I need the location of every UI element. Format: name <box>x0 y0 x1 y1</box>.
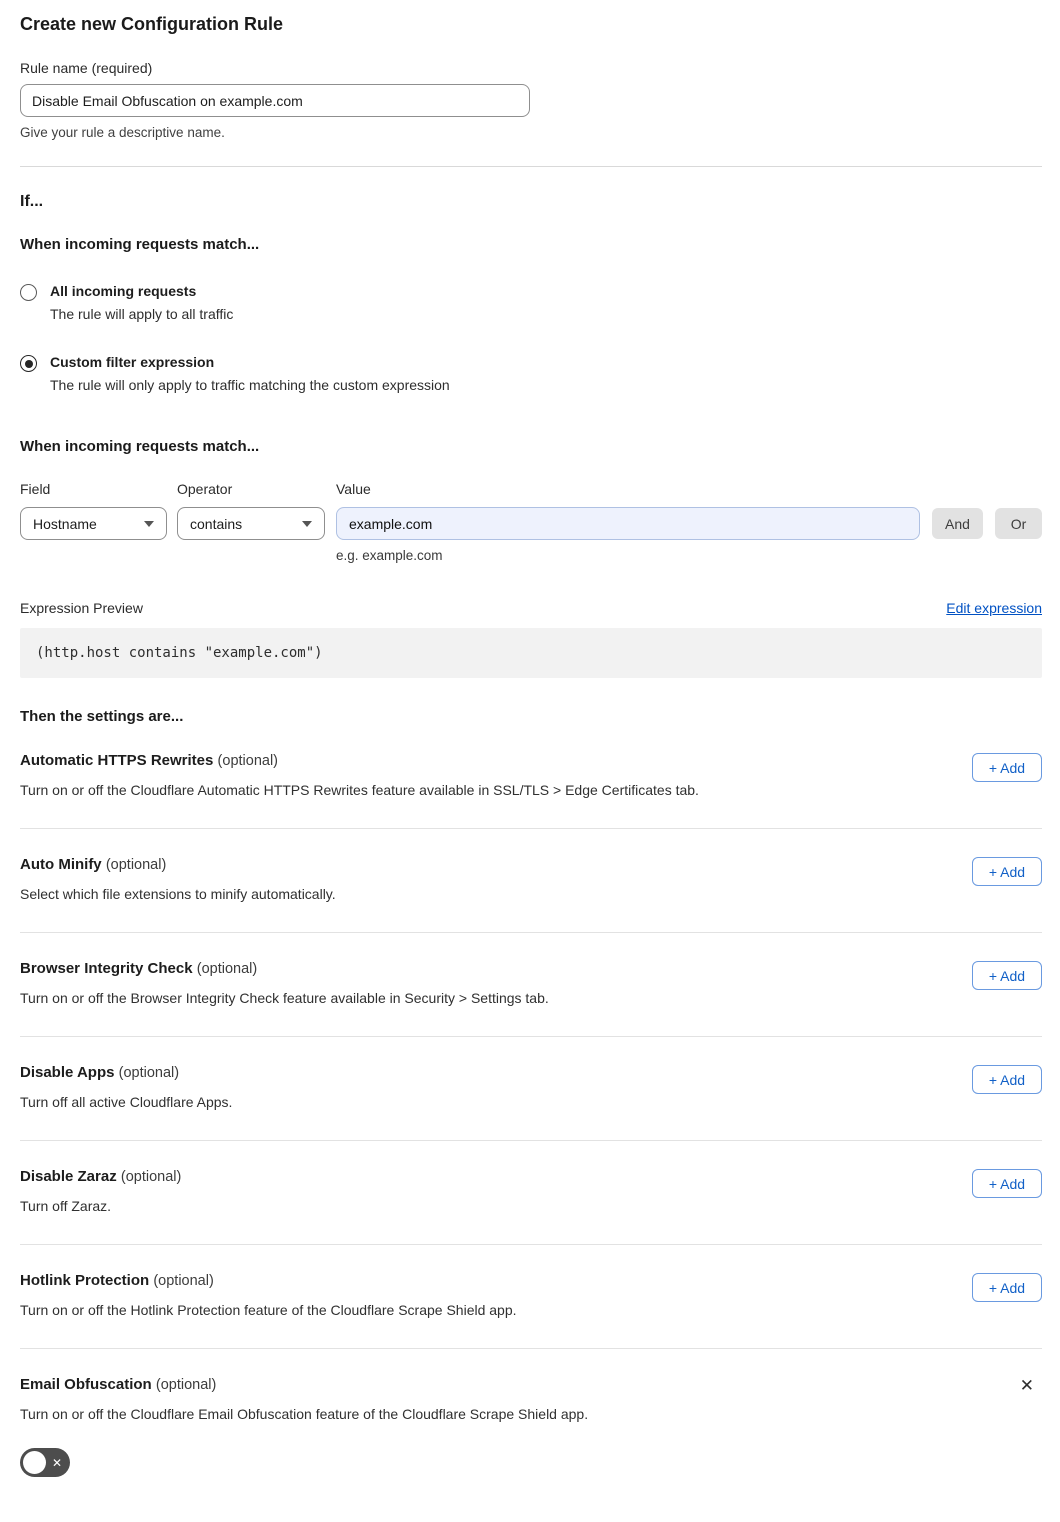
section-divider <box>20 932 1042 933</box>
expression-preview-code: (http.host contains "example.com") <box>36 645 323 661</box>
builder-heading: When incoming requests match... <box>20 438 260 455</box>
setting-title: Automatic HTTPS Rewrites <box>20 752 214 769</box>
setting-disable-apps <box>20 1064 1042 1110</box>
section-divider <box>20 1244 1042 1245</box>
page-title: Create new Configuration Rule <box>20 14 284 34</box>
setting-title: Hotlink Protection <box>20 1272 150 1289</box>
field-select[interactable] <box>20 507 167 540</box>
radio-custom-filter-desc: The rule will only apply to traffic matching the custom expression <box>50 377 450 393</box>
setting-optional-tag: (optional) <box>155 1377 217 1393</box>
value-input[interactable] <box>336 507 920 540</box>
match-heading: When incoming requests match... <box>20 236 260 253</box>
section-divider <box>20 828 1042 829</box>
setting-optional-tag: (optional) <box>153 1273 214 1289</box>
operator-select[interactable] <box>177 507 325 540</box>
setting-optional-tag: (optional) <box>196 961 258 977</box>
setting-description: Turn on or off the Browser Integrity Check feature available in Security > Settings tab. <box>20 990 549 1006</box>
add-disable-zaraz-button[interactable]: + Add <box>972 1169 1042 1198</box>
setting-automatic-https-rewrites <box>20 752 1042 798</box>
setting-auto-minify <box>20 856 1042 902</box>
setting-title: Disable Zaraz <box>20 1168 117 1185</box>
radio-all-requests[interactable] <box>20 284 37 301</box>
setting-description: Turn on or off the Cloudflare Email Obfuscation feature of the Cloudflare Scrape Shield app. <box>20 1406 589 1422</box>
setting-title: Auto Minify <box>20 856 102 873</box>
setting-description: Turn off all active Cloudflare Apps. <box>20 1094 233 1110</box>
if-heading: If... <box>20 193 44 210</box>
field-label: Field <box>20 481 51 497</box>
setting-optional-tag: (optional) <box>217 753 278 769</box>
or-button[interactable]: Or <box>995 508 1042 539</box>
setting-hotlink-protection <box>20 1272 1042 1318</box>
add-disable-apps-button[interactable]: + Add <box>972 1065 1042 1094</box>
radio-custom-filter[interactable] <box>20 355 37 372</box>
setting-disable-zaraz <box>20 1168 1042 1214</box>
setting-optional-tag: (optional) <box>120 1169 182 1185</box>
and-button[interactable]: And <box>932 508 983 539</box>
rule-name-label: Rule name (required) <box>20 60 153 76</box>
value-helper: e.g. example.com <box>336 548 443 563</box>
section-divider <box>20 1036 1042 1037</box>
operator-select-value: contains <box>190 515 243 532</box>
add-automatic-https-rewrites-button[interactable]: + Add <box>972 753 1042 782</box>
setting-optional-tag: (optional) <box>105 857 167 873</box>
value-label: Value <box>336 481 371 497</box>
radio-all-requests-desc: The rule will apply to all traffic <box>50 306 234 322</box>
setting-title: Email Obfuscation <box>20 1376 152 1393</box>
setting-description: Turn on or off the Hotlink Protection feature of the Cloudflare Scrape Shield app. <box>20 1302 517 1318</box>
toggle-knob <box>23 1451 46 1474</box>
add-auto-minify-button[interactable]: + Add <box>972 857 1042 886</box>
setting-email-obfuscation <box>20 1376 1042 1482</box>
radio-custom-filter-label: Custom filter expression <box>50 354 215 370</box>
setting-browser-integrity-check <box>20 960 1042 1006</box>
close-icon[interactable]: ✕ <box>1019 1376 1034 1395</box>
section-divider <box>20 1348 1042 1349</box>
operator-label: Operator <box>177 481 233 497</box>
email-obfuscation-toggle[interactable] <box>20 1448 70 1477</box>
expression-preview-box <box>20 628 1042 678</box>
add-browser-integrity-check-button[interactable]: + Add <box>972 961 1042 990</box>
chevron-down-icon <box>302 521 312 527</box>
radio-option-all-requests[interactable] <box>20 283 1042 322</box>
setting-description: Turn off Zaraz. <box>20 1198 112 1214</box>
edit-expression-link[interactable]: Edit expression <box>946 600 1042 616</box>
setting-title: Browser Integrity Check <box>20 960 193 977</box>
header-divider <box>20 166 1042 167</box>
toggle-off-icon: ✕ <box>51 1455 62 1470</box>
setting-title: Disable Apps <box>20 1064 115 1081</box>
add-hotlink-protection-button[interactable]: + Add <box>972 1273 1042 1302</box>
rule-name-help: Give your rule a descriptive name. <box>20 125 225 140</box>
setting-description: Select which file extensions to minify automatically. <box>20 886 336 902</box>
section-divider <box>20 1140 1042 1141</box>
chevron-down-icon <box>144 521 154 527</box>
field-select-value: Hostname <box>33 515 97 532</box>
expression-preview-label: Expression Preview <box>20 600 143 616</box>
radio-option-custom-filter[interactable] <box>20 354 1042 393</box>
then-settings-heading: Then the settings are... <box>20 708 184 725</box>
setting-optional-tag: (optional) <box>118 1065 180 1081</box>
radio-all-requests-label: All incoming requests <box>50 283 197 299</box>
setting-description: Turn on or off the Cloudflare Automatic HTTPS Rewrites feature available in SSL/TLS > Edge Certificates tab. <box>20 782 699 798</box>
rule-name-input[interactable] <box>20 84 530 117</box>
